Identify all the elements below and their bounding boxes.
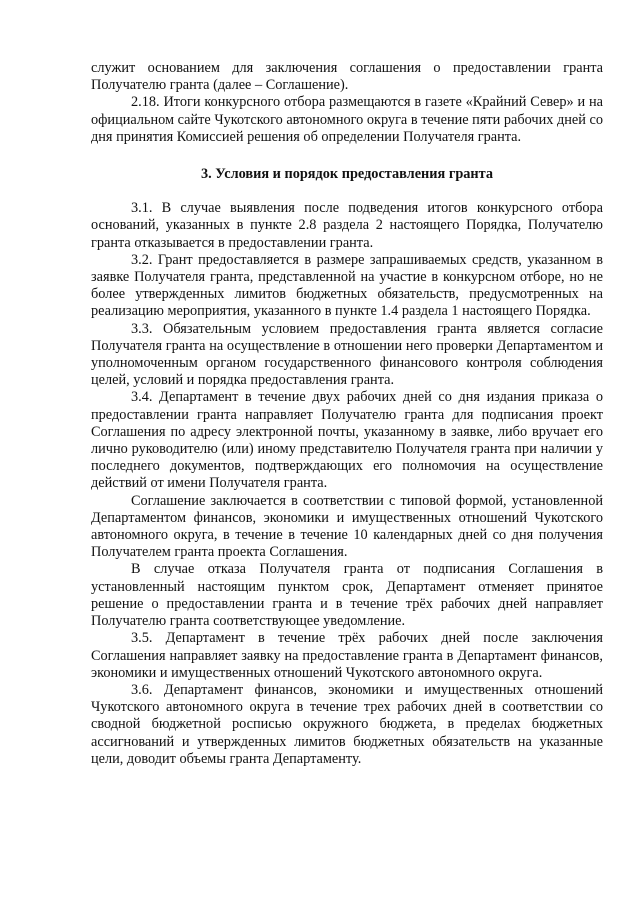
paragraph-intro: служит основанием для заключения соглашения о предоставлении гранта Получателю гранта (далее – Соглашение). bbox=[91, 60, 603, 94]
paragraph-3-5: 3.5. Департамент в течение трёх рабочих дней после заключения Соглашения направляет заявку на предоставление гранта в Департамент финансов, экономики и имущественных отношений Чукотского автономного округа. bbox=[91, 630, 603, 681]
paragraph-3-6: 3.6. Департамент финансов, экономики и имущественных отношений Чукотского автономного округа в течение трех рабочих дней в соответствии со сводной бюджетной росписью окружного бюджета, в пределах бюджетных ассигнований и утвержденных лимитов бюджетных обязательств на указанные цели, доводит объемы гранта Департаменту. bbox=[91, 681, 603, 767]
paragraph-agreement: Соглашение заключается в соответствии с типовой формой, установленной Департаментом финансов, экономики и имущественных отношений Чукотского автономного округа, в течение в течение 10 календарных дней со дня получения Получателем гранта проекта Соглашения. bbox=[91, 492, 603, 561]
paragraph-refusal: В случае отказа Получателя гранта от подписания Соглашения в установленный настоящим пунктом срок, Департамент отменяет принятое решение о предоставлении гранта и в течение трёх рабочих дней направляет Получателю гранта соответствующее уведомление. bbox=[91, 561, 603, 630]
paragraph-3-4: 3.4. Департамент в течение двух рабочих дней со дня издания приказа о предоставлении гранта направляет Получателю гранта для подписания проект Соглашения по адресу электронной почты, указанному в заявке, либо вручает его лично руководителю (или) иному представителю Получателя гранта при наличии у последнего документов, подтверждающих его полномочия на осуществление действий от имени Получателя гранта. bbox=[91, 389, 603, 492]
paragraph-3-1: 3.1. В случае выявления после подведения итогов конкурсного отбора оснований, указанных в пункте 2.8 раздела 2 настоящего Порядка, Получателю гранта отказывается в предоставлении гранта. bbox=[91, 200, 603, 251]
document-body bbox=[91, 60, 603, 768]
paragraph-2-18: 2.18. Итоги конкурсного отбора размещаются в газете «Крайний Север» и на официальном сайте Чукотского автономного округа в течение пяти рабочих дней со дня принятия Комиссией решения об определении Получателя гранта. bbox=[91, 94, 603, 145]
section-title: 3. Условия и порядок предоставления гранта bbox=[200, 166, 494, 183]
paragraph-3-3: 3.3. Обязательным условием предоставления гранта является согласие Получателя гранта на осуществление в отношении него проверки Департаментом и уполномоченным органом государственного финансового контроля соблюдения целей, условий и порядка предоставления гранта. bbox=[91, 320, 603, 389]
paragraph-3-2: 3.2. Грант предоставляется в размере запрашиваемых средств, указанном в заявке Получателя гранта, представленной на участие в конкурсном отборе, но не более утвержденных лимитов бюджетных обязательств, предусмотренных на реализацию мероприятия, указанного в пункте 1.4 раздела 1 настоящего Порядка. bbox=[91, 251, 603, 320]
